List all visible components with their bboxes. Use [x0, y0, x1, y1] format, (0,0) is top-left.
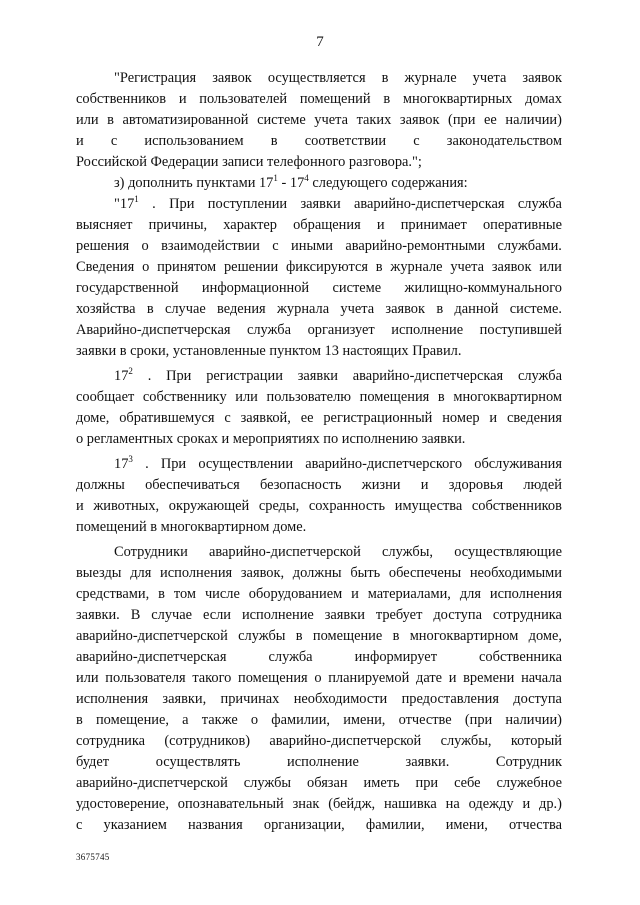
word: служебное	[496, 775, 562, 791]
document-body	[76, 68, 562, 836]
word: помещения	[238, 670, 308, 686]
text-line	[76, 173, 562, 194]
word: жилищно-коммунального	[404, 280, 562, 296]
word: в	[158, 586, 165, 602]
word: аварийно-диспетчерской	[209, 544, 361, 560]
text-line	[76, 320, 562, 341]
word: заявки,	[162, 691, 207, 707]
text-line	[76, 278, 562, 299]
word: соответствии	[304, 133, 387, 149]
word: и	[448, 670, 457, 686]
word: а	[182, 712, 189, 728]
word: требует	[375, 607, 423, 623]
word: здоровья	[448, 477, 504, 493]
word: службы	[238, 628, 286, 644]
word: должны	[292, 565, 342, 581]
word: в	[107, 112, 114, 128]
word: ее	[484, 112, 497, 128]
word: решения	[76, 238, 130, 254]
text-fragment: з) дополнить пунктами 17	[114, 175, 274, 191]
word: доме,	[76, 410, 110, 426]
word: имущества	[394, 498, 463, 514]
text-line	[76, 454, 562, 475]
word: осуществлять	[155, 754, 241, 770]
word: помещение	[312, 628, 383, 644]
text-line	[76, 236, 562, 257]
word: и	[351, 586, 359, 602]
word: обеспечиваться	[145, 477, 240, 493]
word: (бейдж,	[328, 796, 376, 812]
word: наличии)	[505, 712, 562, 728]
word: или	[539, 259, 562, 275]
word: случае	[151, 607, 193, 623]
word: также	[201, 712, 238, 728]
word: жизни	[361, 477, 401, 493]
word: для	[459, 586, 481, 602]
word: службами.	[497, 238, 562, 254]
word: При	[169, 196, 195, 212]
word: заявки	[297, 368, 338, 384]
word: .	[152, 196, 156, 212]
word: фамилии,	[365, 817, 425, 833]
word: необходимыми	[469, 565, 562, 581]
word: аварийно-диспетчерской	[76, 628, 228, 644]
word: пользователю	[266, 389, 352, 405]
word: службы	[243, 775, 292, 791]
word: с	[110, 133, 118, 149]
word: .	[145, 456, 149, 472]
word: с	[272, 238, 279, 254]
word: и	[376, 217, 385, 233]
word: системе	[257, 112, 306, 128]
word: отчестве	[398, 712, 452, 728]
word: в	[381, 70, 389, 86]
word: людей	[523, 477, 562, 493]
word: материалами,	[367, 586, 451, 602]
text-line	[76, 626, 562, 647]
word: заявок	[212, 70, 252, 86]
word: предоставления	[401, 691, 499, 707]
word: заявки.	[76, 607, 120, 623]
point-number: "$17^1$	[114, 194, 139, 212]
word: сотрудника	[76, 733, 146, 749]
word: если	[202, 607, 231, 623]
text-line	[76, 475, 562, 496]
word: или	[76, 112, 99, 128]
word: в	[146, 301, 154, 317]
word: доступа	[433, 607, 482, 623]
text-line	[76, 68, 562, 89]
word: осуществлении	[198, 456, 294, 472]
word: ведения	[217, 301, 266, 317]
word: хозяйства	[76, 301, 136, 317]
word: исполнения	[160, 565, 233, 581]
text-line	[76, 542, 562, 563]
word: фамилии,	[271, 712, 330, 728]
word: собственников	[76, 91, 167, 107]
word: служба	[246, 322, 292, 338]
word: заявок	[385, 301, 425, 317]
word: "Регистрация	[114, 70, 197, 86]
text-line	[76, 215, 562, 236]
word: среды,	[258, 498, 300, 514]
word: и	[178, 91, 187, 107]
word: При	[166, 368, 192, 384]
word: государственной	[76, 280, 179, 296]
word: аварийно-диспетчерская	[352, 368, 504, 384]
word: Сведения	[76, 259, 135, 275]
word: оперативные	[482, 217, 562, 233]
word: Сотрудник	[495, 754, 562, 770]
word: службы,	[382, 544, 433, 560]
word: .	[147, 368, 152, 384]
word: доступа	[513, 691, 562, 707]
superscript: 4	[304, 173, 309, 183]
word: доме,	[528, 628, 562, 644]
word: домах	[525, 91, 562, 107]
word: с	[76, 817, 83, 833]
word: себе	[454, 775, 481, 791]
word: регистрационный	[323, 410, 433, 426]
word: В	[130, 607, 141, 623]
word: заявок	[399, 112, 440, 128]
word: заявки	[324, 607, 365, 623]
text-line	[76, 710, 562, 731]
word: иными	[291, 238, 333, 254]
word: дате	[416, 670, 443, 686]
text-fragment: - 17	[277, 175, 305, 191]
word: заявок	[522, 70, 562, 86]
text-line	[76, 584, 562, 605]
text-line	[76, 408, 562, 429]
text-line	[76, 110, 562, 131]
word: случае	[164, 301, 206, 317]
word: причинах	[220, 691, 280, 707]
word: заявок,	[240, 565, 285, 581]
word: ее	[300, 410, 314, 426]
text-line	[76, 366, 562, 387]
word: безопасность	[260, 477, 342, 493]
word: организации,	[263, 817, 345, 833]
word: указанием	[103, 817, 167, 833]
text-line	[76, 794, 562, 815]
page-number: 7	[316, 34, 324, 50]
word: таких	[356, 112, 392, 128]
word: о	[141, 238, 149, 254]
word: опознавательный	[177, 796, 284, 812]
word: сохранность	[308, 498, 386, 514]
word: собственников	[471, 498, 562, 514]
text-line	[76, 299, 562, 320]
word: и	[420, 477, 429, 493]
word: быть	[350, 565, 381, 581]
word: аварийно-диспетчерской	[269, 733, 422, 749]
word: системе	[332, 280, 382, 296]
word: системе.	[509, 301, 562, 317]
word: характер	[223, 217, 277, 233]
word: обратившемуся	[119, 410, 215, 426]
word: должны	[76, 477, 125, 493]
word: в	[436, 301, 444, 317]
word: принятом	[157, 259, 217, 275]
word: и	[76, 498, 84, 514]
text-line	[76, 605, 562, 626]
word: (при	[448, 112, 476, 128]
word: и	[76, 133, 84, 149]
text-line	[76, 563, 562, 584]
word: обязан	[307, 775, 348, 791]
word: др.)	[539, 796, 562, 812]
point-number: $17^2$	[114, 366, 133, 384]
word: в	[270, 133, 278, 149]
document-id: 3675745	[76, 852, 110, 862]
word: времени	[463, 670, 515, 686]
word: (сотрудников)	[164, 733, 251, 749]
word: обращения	[293, 217, 361, 233]
word: наличии)	[505, 112, 562, 128]
word: заявок	[491, 259, 532, 275]
word: с	[224, 410, 231, 426]
text-line	[76, 257, 562, 278]
word: осуществляется	[267, 70, 366, 86]
word: использованием	[144, 133, 244, 149]
word: номер	[442, 410, 480, 426]
text-line	[76, 194, 562, 215]
text-line	[76, 689, 562, 710]
word: начала	[521, 670, 562, 686]
text-line	[76, 668, 562, 689]
word: такого	[192, 670, 232, 686]
word: аварийно-ремонтными	[345, 238, 486, 254]
word: информирует	[354, 649, 437, 665]
word: о	[250, 712, 259, 728]
word: учета	[450, 259, 485, 275]
point-number: $17^3$	[114, 454, 133, 472]
word: взаимодействии	[161, 238, 260, 254]
word: нашивка	[383, 796, 437, 812]
text-line	[76, 387, 562, 408]
word: Аварийно-диспетчерская	[76, 322, 231, 338]
word: удостоверение,	[76, 796, 169, 812]
word: автоматизированной	[122, 112, 249, 128]
word: регистрации	[206, 368, 283, 384]
word: имени,	[343, 712, 386, 728]
text-line: заявки в сроки, установленные пунктом 13 настоящих Правил.	[76, 343, 462, 359]
text-line: Российской Федерации записи телефонного разговора.";	[76, 154, 422, 170]
text-line	[76, 89, 562, 110]
word: необходимости	[293, 691, 388, 707]
superscript: 1	[273, 173, 278, 183]
text-line: о регламентных сроках и мероприятиях по исполнению заявки.	[76, 431, 466, 447]
word: о	[314, 670, 322, 686]
word: заявки.	[405, 754, 450, 770]
word: осуществляющие	[454, 544, 562, 560]
word: организует	[307, 322, 375, 338]
word: данной	[454, 301, 499, 317]
word: решении	[223, 259, 279, 275]
text-fragment: следующего содержания:	[308, 175, 468, 191]
text-line	[76, 131, 562, 152]
text-line	[76, 773, 562, 794]
word: журнале	[390, 259, 443, 275]
word: журнала	[276, 301, 330, 317]
text-line	[76, 496, 562, 517]
word: выясняет	[76, 217, 133, 233]
word: аварийно-диспетчерская	[354, 196, 505, 212]
word: сведения	[506, 410, 562, 426]
word: в	[383, 91, 391, 107]
word: имени,	[445, 817, 488, 833]
word: причины,	[148, 217, 208, 233]
word: о	[142, 259, 150, 275]
word: обеспечены	[388, 565, 462, 581]
word: служба	[268, 649, 313, 665]
word: названия	[187, 817, 243, 833]
word: исполнения	[489, 586, 562, 602]
text-line	[76, 647, 562, 668]
word: оборудованием	[248, 586, 343, 602]
word: учета	[314, 112, 348, 128]
superscript: 3	[128, 454, 133, 464]
superscript: 1	[134, 194, 139, 204]
word: поступлении	[207, 196, 288, 212]
word: с	[413, 133, 420, 149]
word: сообщает	[76, 389, 135, 405]
word: сотрудника	[492, 607, 562, 623]
word: информационной	[201, 280, 310, 296]
word: помещений	[299, 91, 371, 107]
word: многоквартирном	[409, 628, 519, 644]
word: служба	[517, 368, 562, 384]
word: законодательством	[446, 133, 562, 149]
word: Сотрудники	[114, 544, 188, 560]
word: отчества	[509, 817, 562, 833]
word: при	[415, 775, 439, 791]
word: собственнику	[142, 389, 227, 405]
word: заявкой,	[240, 410, 291, 426]
word: или	[76, 670, 99, 686]
word: животных,	[93, 498, 160, 514]
word: аварийно-диспетчерской	[76, 775, 228, 791]
word: в	[76, 712, 83, 728]
word: в	[295, 628, 303, 644]
word: знак	[292, 796, 320, 812]
text-line	[76, 752, 562, 773]
text-line	[76, 815, 562, 836]
word: многоквартирных	[402, 91, 513, 107]
word: (при	[464, 712, 493, 728]
word: исполнения	[76, 691, 149, 707]
word: будет	[76, 754, 110, 770]
word: числе	[204, 586, 240, 602]
word: помещения	[359, 389, 430, 405]
word: и	[522, 796, 531, 812]
word: фиксируются	[285, 259, 368, 275]
word: планируемой	[328, 670, 410, 686]
word: службы,	[440, 733, 492, 749]
word: При	[160, 456, 187, 472]
word: средствами,	[76, 586, 150, 602]
word: пользователей	[199, 91, 288, 107]
word: том	[173, 586, 196, 602]
word: поступившей	[479, 322, 562, 338]
word: обслуживания	[474, 456, 562, 472]
word: в	[437, 389, 445, 405]
text-line: помещений в многоквартирном доме.	[76, 519, 307, 535]
word: учета	[472, 70, 507, 86]
word: исполнение	[241, 607, 314, 623]
word: помещение,	[95, 712, 169, 728]
word: на	[445, 796, 460, 812]
word: который	[510, 733, 562, 749]
word: многоквартирном	[453, 389, 562, 405]
word: в	[375, 259, 383, 275]
word: окружающей	[168, 498, 250, 514]
word: служба	[517, 196, 562, 212]
word: принимает	[400, 217, 467, 233]
word: аварийно-диспетчерская	[76, 649, 227, 665]
word: журнале	[404, 70, 457, 86]
word: исполнение	[287, 754, 359, 770]
word: в	[392, 628, 400, 644]
word: и	[489, 410, 498, 426]
word: исполнение	[391, 322, 464, 338]
text-line	[76, 731, 562, 752]
word: иметь	[363, 775, 400, 791]
word: или	[235, 389, 258, 405]
word: заявки	[300, 196, 341, 212]
word: учета	[340, 301, 375, 317]
word: одежду	[468, 796, 514, 812]
word: собственника	[479, 649, 562, 665]
superscript: 2	[128, 366, 133, 376]
word: аварийно-диспетчерского	[305, 456, 463, 472]
word: выезды	[76, 565, 122, 581]
word: пользователя	[105, 670, 186, 686]
word: для	[130, 565, 152, 581]
